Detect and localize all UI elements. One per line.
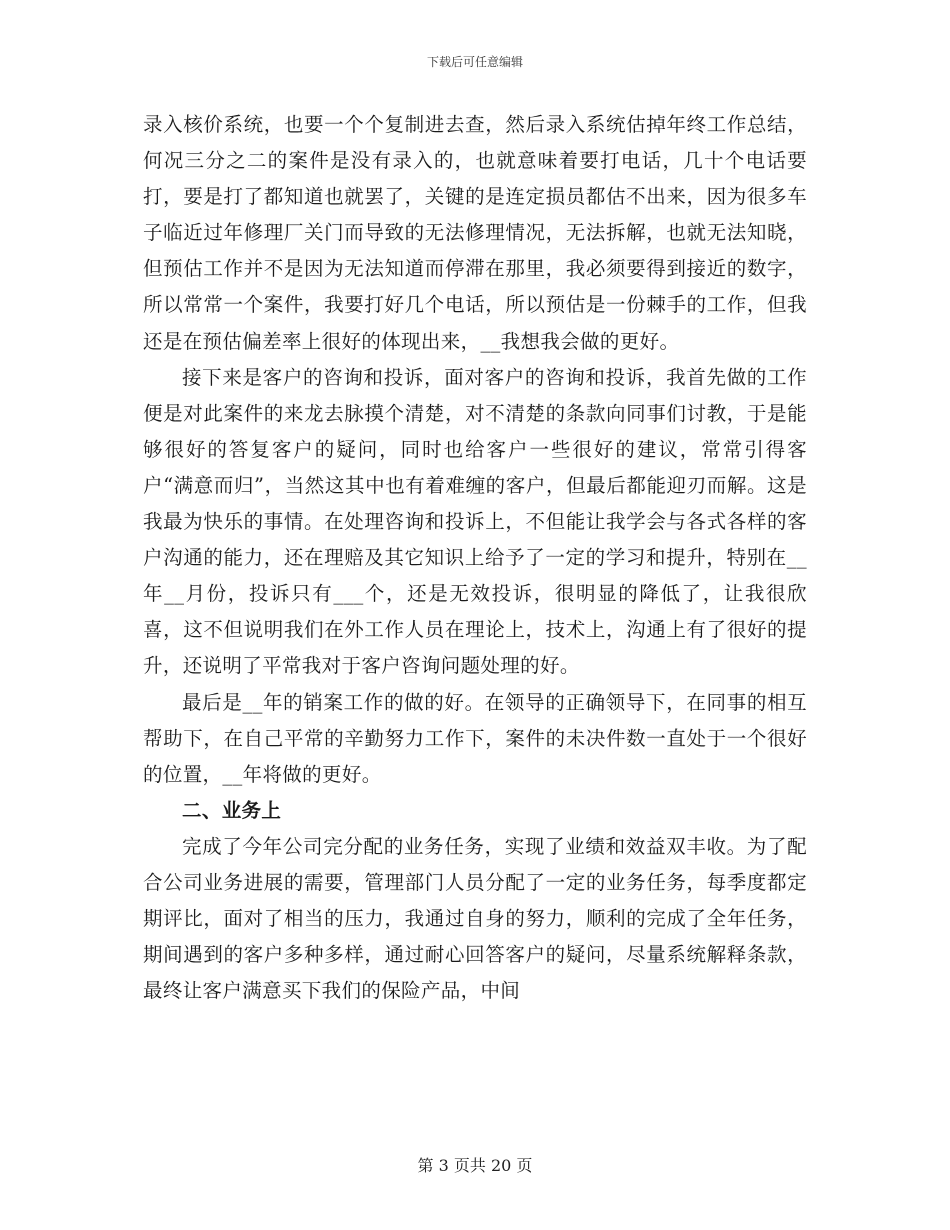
section-heading-business: 二、业务上 bbox=[182, 798, 282, 822]
paragraph-business-tasks: 完成了今年公司完分配的业务任务，实现了业绩和效益双丰收。为了配合公司业务进展的需要，管理部门人员分配了一定的业务任务，每季度都定期评比，面对了相当的压力，我通过自身的努力，顺利的完成了全年任务，期间遇到的客户多种多样，通过耐心回答客户的疑问，尽量系统解释条款，最终让客户满意买下我们的保险产品，中间 bbox=[143, 834, 807, 1003]
page-header: 下载后可任意编辑 bbox=[426, 55, 523, 69]
paragraph-continuation: 录入核价系统，也要一个个复制进去查，然后录入系统估掉年终工作总结，何况三分之二的案件是没有录入的，也就意味着要打电话，几十个电话要打，要是打了都知道也就罢了，关键的是连定损员都估不出来，因为很多车子临近过年修理厂关门而导致的无法修理情况，无法拆解，也就无法知晓，但预估工作并不是因为无法知道而停滞在那里，我必须要得到接近的数字，所以常常一个案件，我要打好几个电话，所以预估是一份棘手的工作，但我还是在预估偏差率上很好的体现出来，__我想我会做的更好。 bbox=[143, 113, 807, 353]
paragraph-consultation-complaints: 接下来是客户的咨询和投诉，面对客户的咨询和投诉，我首先做的工作便是对此案件的来龙去脉摸个清楚，对不清楚的条款向同事们讨教，于是能够很好的答复客户的疑问，同时也给客户一些很好的建议，常常引得客户“满意而归”，当然这其中也有着难缠的客户，但最后都能迎刃而解。这是我最为快乐的事情。在处理咨询和投诉上，不但能让我学会与各式各样的客户沟通的能力，还在理赔及其它知识上给予了一定的学习和提升，特别在__年__月份，投诉只有___个，还是无效投诉，很明显的降低了，让我很欣喜，这不但说明我们在外工作人员在理论上，技术上，沟通上有了很好的提升，还说明了平常我对于客户咨询问题处理的好。 bbox=[143, 365, 807, 678]
page-number-footer: 第 3 页共 20 页 bbox=[417, 1156, 533, 1175]
document-body bbox=[143, 107, 807, 1009]
paragraph-case-closing: 最后是__年的销案工作的做的好。在领导的正确领导下，在同事的相互帮助下，在自己平常的辛勤努力工作下，案件的未决件数一直处于一个很好的位置，__年将做的更好。 bbox=[143, 690, 807, 786]
